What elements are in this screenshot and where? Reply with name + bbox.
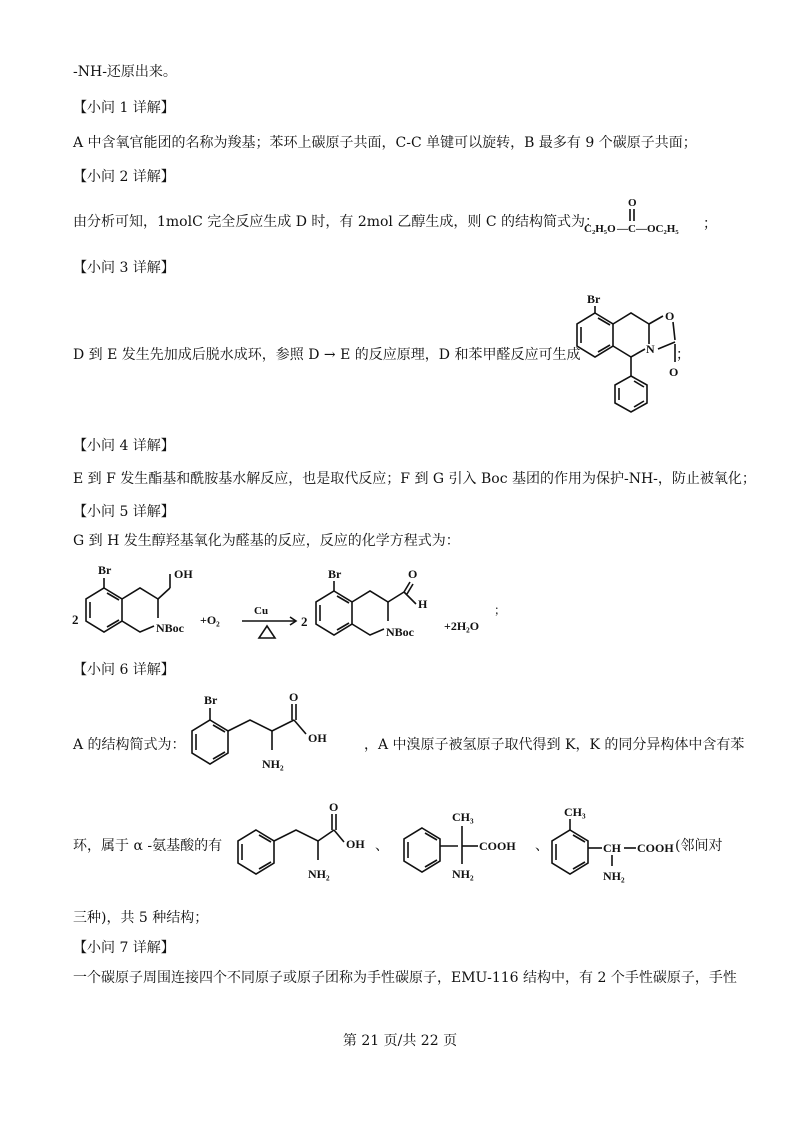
br-label-left: Br — [98, 563, 112, 577]
section-header-5: 【小问 5 详解】 — [73, 504, 175, 520]
h-label: H — [418, 597, 428, 611]
text-line-0: -NH-还原出来。 — [73, 64, 177, 80]
oh-label: OH — [174, 567, 193, 581]
iso3-ch3-label: CH₃ — [564, 805, 586, 819]
a-chain — [228, 720, 294, 731]
heat-triangle — [259, 626, 275, 638]
ring-left-top — [122, 588, 158, 599]
text-line-3: D 到 E 发生先加成后脱水成环，参照 D → E 的反应原理，D 和苯甲醛反应可生成 — [73, 347, 581, 363]
iso2-cooh-label: COOH — [479, 839, 516, 853]
plus-h2o-label: +2H₂O — [444, 619, 480, 633]
page-footer: 第 21 页/共 22 页 — [342, 1033, 458, 1049]
text-line-6d: (邻间对 — [675, 838, 723, 854]
cho-bond — [388, 592, 404, 602]
benzene-ring-1 — [577, 313, 613, 357]
iso2-ch3-label: CH₃ — [452, 810, 474, 824]
section-header-7: 【小问 7 详解】 — [73, 940, 175, 956]
section-header-6: 【小问 6 详解】 — [73, 662, 175, 678]
carbonyl-carbon-label: —C— — [617, 223, 647, 235]
coef-2-right: 2 — [301, 614, 308, 629]
iso3-nh2-label: NH₂ — [603, 869, 625, 883]
a-oh-bond — [294, 720, 306, 734]
carbonyl-o-label: O — [628, 197, 637, 209]
iso3-benzene — [552, 830, 588, 874]
iso1-oh-label: OH — [346, 837, 365, 851]
isomer-3-structure — [540, 800, 680, 895]
ring-o-label: O — [665, 309, 675, 323]
text-line-6e: 三种)，共 5 种结构； — [73, 910, 209, 926]
br-label-right: Br — [328, 567, 342, 581]
isomer-2-structure — [392, 806, 542, 891]
ring-right-top — [352, 591, 388, 602]
iso1-benzene — [238, 830, 274, 874]
text-line-2: 由分析可知，1molC 完全反应生成 D 时，有 2mol 乙醇生成，则 C 的结构简式为： — [73, 214, 599, 230]
iso1-chain — [274, 830, 334, 841]
ox-bond-3 — [658, 342, 675, 349]
a-oh-label: OH — [308, 731, 327, 745]
bromo-label: Br — [587, 292, 601, 306]
text-line-5: G 到 H 发生醇羟基氧化为醛基的反应，反应的化学方程式为： — [73, 533, 460, 549]
benzene-left — [86, 588, 122, 632]
ch-bond — [404, 592, 416, 604]
semicolon-1: ； — [703, 216, 717, 232]
ring-left-bottom — [122, 621, 154, 632]
ring2-top — [613, 313, 649, 324]
nboc-label-right: NBoc — [386, 625, 414, 639]
section-header-4: 【小问 4 详解】 — [73, 438, 175, 454]
a-br-label: Br — [204, 693, 218, 707]
a-o-label: O — [289, 690, 299, 704]
a-benzene — [192, 720, 228, 764]
coef-2-left: 2 — [72, 612, 79, 627]
ring-right-bottom — [352, 624, 384, 635]
iso2-nh2-label: NH₂ — [452, 867, 474, 881]
ethoxy-left-label: C₂H₅O — [584, 223, 616, 235]
ethoxy-right-label: OC₂H₅ — [647, 223, 679, 235]
iso1-o-label: O — [329, 800, 339, 814]
iso2-benzene — [404, 828, 440, 872]
n-label: N — [646, 342, 655, 356]
text-line-7: 一个碳原子周围连接四个不同原子或原子团称为手性碳原子，EMU-116 结构中，有 2 个手性碳原子，手性 — [73, 970, 737, 986]
text-line-6a: A 的结构简式为： — [73, 737, 186, 753]
benzene-right — [316, 591, 352, 635]
diethyl-carbonate-structure — [584, 195, 719, 245]
iso3-cooh-label: COOH — [637, 841, 674, 855]
iso1-nh2-label: NH₂ — [308, 867, 330, 881]
section-header-1: 【小问 1 详解】 — [73, 100, 175, 116]
ox-bond-2 — [673, 322, 675, 340]
compound-a-structure — [180, 690, 365, 785]
a-nh2-label: NH₂ — [262, 757, 284, 771]
oxidation-equation — [70, 558, 510, 658]
section-header-3: 【小问 3 详解】 — [73, 260, 175, 276]
iso3-ch-label: CH — [603, 841, 621, 855]
text-line-4: E 到 F 发生酯基和酰胺基水解反应，也是取代反应；F 到 G 引入 Boc 基团的作用为保护-NH-，防止被氧化； — [73, 471, 756, 487]
ox-bond-1 — [649, 316, 663, 324]
text-line-6b: ，A 中溴原子被氢原子取代得到 K，K 的同分异构体中含有苯 — [364, 737, 745, 753]
semicolon-3: ； — [494, 603, 507, 617]
separator-1: 、 — [375, 838, 389, 854]
separator-2: 、 — [535, 838, 549, 854]
section-header-2: 【小问 2 详解】 — [73, 169, 175, 185]
isomer-1-structure — [226, 800, 386, 895]
carbonyl-o-label-2: O — [669, 365, 679, 379]
iso1-oh-bond — [334, 830, 344, 842]
semicolon-2: ； — [676, 347, 690, 363]
plus-o2-label: +O₂ — [200, 613, 220, 627]
ch2-bond-1 — [158, 588, 170, 599]
text-line-1: A 中含氧官能团的名称为羧基；苯环上碳原子共面，C-C 单键可以旋转，B 最多有 9 个碳原子共面； — [73, 135, 697, 151]
text-line-6c: 环，属于 α -氨基酸的有 — [73, 838, 223, 854]
ring2-bottom — [613, 346, 645, 357]
nboc-label-left: NBoc — [156, 621, 184, 635]
cu-catalyst-label: Cu — [254, 605, 269, 617]
aldehyde-o-label: O — [408, 567, 418, 581]
